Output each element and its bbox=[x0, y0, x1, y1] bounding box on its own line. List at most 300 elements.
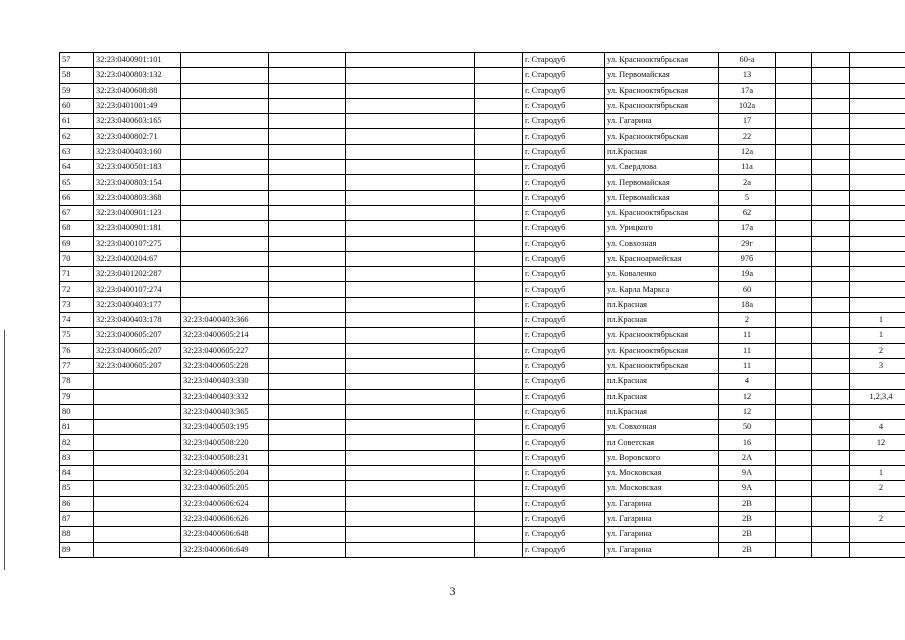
apartment-number-cell bbox=[850, 190, 905, 205]
empty-cell bbox=[346, 282, 475, 297]
house-number-cell: 2В bbox=[719, 496, 776, 511]
row-number-cell: 81 bbox=[60, 420, 94, 435]
table-row bbox=[60, 175, 905, 190]
empty-cell bbox=[346, 450, 475, 465]
empty-cell bbox=[776, 389, 812, 404]
table-row bbox=[60, 251, 905, 266]
street-cell: ул. Московская bbox=[605, 466, 719, 481]
empty-cell bbox=[776, 98, 812, 113]
house-number-cell: 62 bbox=[719, 205, 776, 220]
empty-cell bbox=[346, 251, 475, 266]
house-number-cell: 60 bbox=[719, 282, 776, 297]
empty-cell bbox=[346, 114, 475, 129]
empty-cell bbox=[346, 511, 475, 526]
apartment-number-cell: 12 bbox=[850, 435, 905, 450]
city-cell: г. Стародуб bbox=[523, 160, 605, 175]
row-number-cell: 57 bbox=[60, 53, 94, 68]
city-cell: г. Стародуб bbox=[523, 389, 605, 404]
cadastral-number-cell bbox=[94, 481, 181, 496]
empty-cell bbox=[475, 190, 523, 205]
empty-cell bbox=[475, 481, 523, 496]
empty-cell bbox=[475, 496, 523, 511]
table-row bbox=[60, 267, 905, 282]
empty-cell bbox=[812, 343, 850, 358]
empty-cell bbox=[812, 466, 850, 481]
empty-cell bbox=[346, 144, 475, 159]
empty-cell bbox=[269, 251, 346, 266]
empty-cell bbox=[475, 466, 523, 481]
empty-cell bbox=[812, 114, 850, 129]
row-number-cell: 70 bbox=[60, 251, 94, 266]
empty-cell bbox=[346, 175, 475, 190]
empty-cell bbox=[346, 297, 475, 312]
city-cell: г. Стародуб bbox=[523, 53, 605, 68]
house-number-cell: 2В bbox=[719, 527, 776, 542]
empty-cell bbox=[475, 389, 523, 404]
empty-cell bbox=[346, 527, 475, 542]
cadastral-number-cell bbox=[94, 450, 181, 465]
empty-cell bbox=[269, 129, 346, 144]
empty-cell bbox=[776, 297, 812, 312]
row-number-cell: 68 bbox=[60, 221, 94, 236]
street-cell: ул. Гагарина bbox=[605, 542, 719, 557]
street-cell: пл.Красная bbox=[605, 404, 719, 419]
house-number-cell: 4 bbox=[719, 374, 776, 389]
apartment-number-cell: 1 bbox=[850, 328, 905, 343]
apartment-number-cell bbox=[850, 251, 905, 266]
empty-cell bbox=[269, 297, 346, 312]
empty-cell bbox=[346, 404, 475, 419]
row-number-cell: 69 bbox=[60, 236, 94, 251]
empty-cell bbox=[776, 68, 812, 83]
street-cell: ул. Свердлова bbox=[605, 160, 719, 175]
cadastral-number-cell bbox=[94, 542, 181, 557]
empty-cell bbox=[776, 83, 812, 98]
house-number-cell: 12 bbox=[719, 404, 776, 419]
empty-cell bbox=[269, 420, 346, 435]
premises-cadastral-number-cell bbox=[181, 83, 269, 98]
apartment-number-cell bbox=[850, 129, 905, 144]
cadastral-number-cell bbox=[94, 374, 181, 389]
empty-cell bbox=[812, 527, 850, 542]
empty-cell bbox=[475, 450, 523, 465]
city-cell: г. Стародуб bbox=[523, 282, 605, 297]
empty-cell bbox=[475, 83, 523, 98]
street-cell: ул. Краснооктябрьская bbox=[605, 205, 719, 220]
empty-cell bbox=[269, 404, 346, 419]
cadastral-number-cell: 32:23:0400803:154 bbox=[94, 175, 181, 190]
apartment-number-cell: 3 bbox=[850, 358, 905, 373]
cadastral-number-cell: 32:23:0400605:207 bbox=[94, 358, 181, 373]
row-number-cell: 86 bbox=[60, 496, 94, 511]
city-cell: г. Стародуб bbox=[523, 404, 605, 419]
street-cell: ул. Красноармейская bbox=[605, 251, 719, 266]
city-cell: г. Стародуб bbox=[523, 420, 605, 435]
table-row bbox=[60, 68, 905, 83]
house-number-cell: 60-а bbox=[719, 53, 776, 68]
table-row bbox=[60, 374, 905, 389]
empty-cell bbox=[776, 328, 812, 343]
table-row bbox=[60, 190, 905, 205]
table-row bbox=[60, 328, 905, 343]
table-row bbox=[60, 481, 905, 496]
apartment-number-cell bbox=[850, 496, 905, 511]
apartment-number-cell bbox=[850, 160, 905, 175]
house-number-cell: 11 bbox=[719, 358, 776, 373]
row-number-cell: 60 bbox=[60, 98, 94, 113]
empty-cell bbox=[812, 420, 850, 435]
row-number-cell: 75 bbox=[60, 328, 94, 343]
city-cell: г. Стародуб bbox=[523, 313, 605, 328]
premises-cadastral-number-cell bbox=[181, 267, 269, 282]
row-number-cell: 59 bbox=[60, 83, 94, 98]
empty-cell bbox=[812, 267, 850, 282]
empty-cell bbox=[475, 313, 523, 328]
house-number-cell: 11а bbox=[719, 160, 776, 175]
street-cell: ул. Краснооктябрьская bbox=[605, 129, 719, 144]
empty-cell bbox=[812, 282, 850, 297]
apartment-number-cell bbox=[850, 267, 905, 282]
table-row bbox=[60, 496, 905, 511]
empty-cell bbox=[812, 98, 850, 113]
street-cell: пл.Красная bbox=[605, 313, 719, 328]
empty-cell bbox=[346, 83, 475, 98]
apartment-number-cell bbox=[850, 144, 905, 159]
row-number-cell: 65 bbox=[60, 175, 94, 190]
city-cell: г. Стародуб bbox=[523, 98, 605, 113]
premises-cadastral-number-cell: 32:23:0400403:330 bbox=[181, 374, 269, 389]
empty-cell bbox=[346, 221, 475, 236]
premises-cadastral-number-cell bbox=[181, 114, 269, 129]
premises-cadastral-number-cell bbox=[181, 190, 269, 205]
cadastral-number-cell: 32:23:0400403:177 bbox=[94, 297, 181, 312]
street-cell: ул. Коваленко bbox=[605, 267, 719, 282]
street-cell: ул. Карла Маркса bbox=[605, 282, 719, 297]
premises-cadastral-number-cell: 32:23:0400503:195 bbox=[181, 420, 269, 435]
apartment-number-cell bbox=[850, 114, 905, 129]
empty-cell bbox=[269, 205, 346, 220]
empty-cell bbox=[812, 511, 850, 526]
apartment-number-cell bbox=[850, 542, 905, 557]
street-cell: пл Советская bbox=[605, 435, 719, 450]
empty-cell bbox=[475, 435, 523, 450]
cadastral-number-cell bbox=[94, 496, 181, 511]
empty-cell bbox=[776, 313, 812, 328]
table-row bbox=[60, 389, 905, 404]
apartment-number-cell bbox=[850, 53, 905, 68]
empty-cell bbox=[475, 343, 523, 358]
row-number-cell: 76 bbox=[60, 343, 94, 358]
street-cell: ул. Воровского bbox=[605, 450, 719, 465]
premises-cadastral-number-cell bbox=[181, 160, 269, 175]
empty-cell bbox=[812, 404, 850, 419]
empty-cell bbox=[346, 267, 475, 282]
premises-cadastral-number-cell bbox=[181, 205, 269, 220]
house-number-cell: 2А bbox=[719, 450, 776, 465]
empty-cell bbox=[269, 236, 346, 251]
street-cell: ул. Краснооктябрьская bbox=[605, 343, 719, 358]
city-cell: г. Стародуб bbox=[523, 175, 605, 190]
city-cell: г. Стародуб bbox=[523, 466, 605, 481]
premises-cadastral-number-cell: 32:23:0400606:648 bbox=[181, 527, 269, 542]
empty-cell bbox=[812, 236, 850, 251]
city-cell: г. Стародуб bbox=[523, 496, 605, 511]
cadastral-number-cell: 32:23:0400403:160 bbox=[94, 144, 181, 159]
apartment-number-cell: 1 bbox=[850, 466, 905, 481]
cadastral-number-cell bbox=[94, 420, 181, 435]
empty-cell bbox=[475, 328, 523, 343]
city-cell: г. Стародуб bbox=[523, 343, 605, 358]
premises-cadastral-number-cell bbox=[181, 251, 269, 266]
cadastral-number-cell: 32:23:0401202:287 bbox=[94, 267, 181, 282]
row-number-cell: 77 bbox=[60, 358, 94, 373]
premises-cadastral-number-cell bbox=[181, 297, 269, 312]
empty-cell bbox=[776, 221, 812, 236]
table-row bbox=[60, 313, 905, 328]
cadastral-number-cell: 32:23:0400501:183 bbox=[94, 160, 181, 175]
house-number-cell: 2В bbox=[719, 511, 776, 526]
empty-cell bbox=[776, 496, 812, 511]
row-number-cell: 85 bbox=[60, 481, 94, 496]
empty-cell bbox=[269, 98, 346, 113]
empty-cell bbox=[475, 297, 523, 312]
table-row bbox=[60, 129, 905, 144]
premises-cadastral-number-cell bbox=[181, 144, 269, 159]
cadastral-number-cell bbox=[94, 466, 181, 481]
table-row bbox=[60, 511, 905, 526]
cadastral-number-cell: 32:23:0400107:274 bbox=[94, 282, 181, 297]
table-row bbox=[60, 236, 905, 251]
empty-cell bbox=[776, 481, 812, 496]
empty-cell bbox=[812, 251, 850, 266]
street-cell: пл.Красная bbox=[605, 144, 719, 159]
empty-cell bbox=[346, 542, 475, 557]
empty-cell bbox=[776, 435, 812, 450]
house-number-cell: 29г bbox=[719, 236, 776, 251]
empty-cell bbox=[346, 98, 475, 113]
empty-cell bbox=[812, 358, 850, 373]
empty-cell bbox=[812, 313, 850, 328]
empty-cell bbox=[269, 282, 346, 297]
house-number-cell: 17а bbox=[719, 83, 776, 98]
cadastral-number-cell: 32:23:0401001:49 bbox=[94, 98, 181, 113]
cadastral-number-cell: 32:23:0400803:132 bbox=[94, 68, 181, 83]
apartment-number-cell: 2 bbox=[850, 343, 905, 358]
empty-cell bbox=[776, 144, 812, 159]
empty-cell bbox=[269, 511, 346, 526]
street-cell: ул. Гагарина bbox=[605, 511, 719, 526]
empty-cell bbox=[346, 190, 475, 205]
cadastral-number-cell: 32:23:0400603:165 bbox=[94, 114, 181, 129]
row-number-cell: 61 bbox=[60, 114, 94, 129]
premises-cadastral-number-cell bbox=[181, 221, 269, 236]
apartment-number-cell bbox=[850, 282, 905, 297]
empty-cell bbox=[346, 466, 475, 481]
empty-cell bbox=[812, 374, 850, 389]
apartment-number-cell: 2 bbox=[850, 511, 905, 526]
empty-cell bbox=[776, 343, 812, 358]
premises-cadastral-number-cell: 32:23:0400605:227 bbox=[181, 343, 269, 358]
premises-cadastral-number-cell: 32:23:0400605:205 bbox=[181, 481, 269, 496]
empty-cell bbox=[776, 374, 812, 389]
premises-cadastral-number-cell bbox=[181, 53, 269, 68]
table-row bbox=[60, 98, 905, 113]
empty-cell bbox=[346, 343, 475, 358]
house-number-cell: 12 bbox=[719, 389, 776, 404]
city-cell: г. Стародуб bbox=[523, 221, 605, 236]
street-cell: пл.Красная bbox=[605, 389, 719, 404]
cadastral-number-cell: 32:23:0400403:178 bbox=[94, 313, 181, 328]
empty-cell bbox=[346, 236, 475, 251]
city-cell: г. Стародуб bbox=[523, 205, 605, 220]
empty-cell bbox=[269, 221, 346, 236]
house-number-cell: 2 bbox=[719, 313, 776, 328]
table-row bbox=[60, 343, 905, 358]
table-row bbox=[60, 542, 905, 557]
house-number-cell: 50 bbox=[719, 420, 776, 435]
empty-cell bbox=[776, 205, 812, 220]
empty-cell bbox=[812, 160, 850, 175]
row-number-cell: 58 bbox=[60, 68, 94, 83]
apartment-number-cell bbox=[850, 68, 905, 83]
empty-cell bbox=[812, 53, 850, 68]
empty-cell bbox=[812, 542, 850, 557]
empty-cell bbox=[812, 435, 850, 450]
empty-cell bbox=[475, 221, 523, 236]
empty-cell bbox=[346, 358, 475, 373]
street-cell: ул. Гагарина bbox=[605, 114, 719, 129]
city-cell: г. Стародуб bbox=[523, 236, 605, 251]
city-cell: г. Стародуб bbox=[523, 435, 605, 450]
empty-cell bbox=[475, 129, 523, 144]
city-cell: г. Стародуб bbox=[523, 450, 605, 465]
apartment-number-cell: 4 bbox=[850, 420, 905, 435]
empty-cell bbox=[269, 175, 346, 190]
empty-cell bbox=[269, 313, 346, 328]
cadastral-number-cell bbox=[94, 389, 181, 404]
empty-cell bbox=[269, 435, 346, 450]
row-number-cell: 71 bbox=[60, 267, 94, 282]
empty-cell bbox=[346, 420, 475, 435]
apartment-number-cell bbox=[850, 205, 905, 220]
empty-cell bbox=[776, 404, 812, 419]
empty-cell bbox=[346, 205, 475, 220]
empty-cell bbox=[269, 389, 346, 404]
house-number-cell: 11 bbox=[719, 328, 776, 343]
cadastral-number-cell bbox=[94, 404, 181, 419]
empty-cell bbox=[812, 129, 850, 144]
street-cell: ул. Первомайская bbox=[605, 175, 719, 190]
row-number-cell: 64 bbox=[60, 160, 94, 175]
table-row bbox=[60, 466, 905, 481]
city-cell: г. Стародуб bbox=[523, 190, 605, 205]
city-cell: г. Стародуб bbox=[523, 511, 605, 526]
cadastral-number-cell bbox=[94, 511, 181, 526]
apartment-number-cell bbox=[850, 236, 905, 251]
premises-cadastral-number-cell: 32:23:0400403:332 bbox=[181, 389, 269, 404]
apartment-number-cell bbox=[850, 527, 905, 542]
row-number-cell: 80 bbox=[60, 404, 94, 419]
row-number-cell: 83 bbox=[60, 450, 94, 465]
empty-cell bbox=[475, 267, 523, 282]
empty-cell bbox=[269, 450, 346, 465]
empty-cell bbox=[475, 527, 523, 542]
empty-cell bbox=[776, 420, 812, 435]
house-number-cell: 102а bbox=[719, 98, 776, 113]
empty-cell bbox=[812, 83, 850, 98]
empty-cell bbox=[776, 160, 812, 175]
empty-cell bbox=[346, 129, 475, 144]
row-number-cell: 66 bbox=[60, 190, 94, 205]
street-cell: пл.Красная bbox=[605, 297, 719, 312]
cadastral-number-cell bbox=[94, 527, 181, 542]
empty-cell bbox=[776, 282, 812, 297]
empty-cell bbox=[812, 297, 850, 312]
city-cell: г. Стародуб bbox=[523, 144, 605, 159]
apartment-number-cell bbox=[850, 374, 905, 389]
empty-cell bbox=[269, 527, 346, 542]
empty-cell bbox=[269, 466, 346, 481]
house-number-cell: 9А bbox=[719, 481, 776, 496]
table-row bbox=[60, 420, 905, 435]
row-number-cell: 88 bbox=[60, 527, 94, 542]
street-cell: ул. Совхозная bbox=[605, 236, 719, 251]
empty-cell bbox=[269, 267, 346, 282]
empty-cell bbox=[475, 160, 523, 175]
street-cell: ул. Краснооктябрьская bbox=[605, 98, 719, 113]
scan-edge-line bbox=[4, 330, 5, 570]
empty-cell bbox=[776, 236, 812, 251]
row-number-cell: 87 bbox=[60, 511, 94, 526]
empty-cell bbox=[475, 98, 523, 113]
table-row bbox=[60, 358, 905, 373]
street-cell: ул. Краснооктябрьская bbox=[605, 83, 719, 98]
empty-cell bbox=[475, 236, 523, 251]
table-row bbox=[60, 297, 905, 312]
table-row bbox=[60, 404, 905, 419]
table-row bbox=[60, 205, 905, 220]
house-number-cell: 19а bbox=[719, 267, 776, 282]
premises-cadastral-number-cell: 32:23:0400403:366 bbox=[181, 313, 269, 328]
city-cell: г. Стародуб bbox=[523, 68, 605, 83]
empty-cell bbox=[475, 358, 523, 373]
premises-cadastral-number-cell bbox=[181, 282, 269, 297]
empty-cell bbox=[475, 404, 523, 419]
cadastral-number-cell: 32:23:0400901:181 bbox=[94, 221, 181, 236]
street-cell: ул. Краснооктябрьская bbox=[605, 53, 719, 68]
house-number-cell: 17а bbox=[719, 221, 776, 236]
row-number-cell: 67 bbox=[60, 205, 94, 220]
cadastral-number-cell: 32:23:0400608:88 bbox=[94, 83, 181, 98]
apartment-number-cell bbox=[850, 450, 905, 465]
apartment-number-cell bbox=[850, 404, 905, 419]
premises-cadastral-number-cell bbox=[181, 175, 269, 190]
street-cell: ул. Совхозная bbox=[605, 420, 719, 435]
empty-cell bbox=[475, 68, 523, 83]
house-number-cell: 16 bbox=[719, 435, 776, 450]
empty-cell bbox=[269, 190, 346, 205]
premises-cadastral-number-cell: 32:23:0400508:231 bbox=[181, 450, 269, 465]
empty-cell bbox=[776, 267, 812, 282]
street-cell: ул. Московская bbox=[605, 481, 719, 496]
empty-cell bbox=[776, 53, 812, 68]
empty-cell bbox=[346, 389, 475, 404]
table-row bbox=[60, 527, 905, 542]
empty-cell bbox=[269, 542, 346, 557]
empty-cell bbox=[776, 450, 812, 465]
row-number-cell: 89 bbox=[60, 542, 94, 557]
empty-cell bbox=[475, 175, 523, 190]
